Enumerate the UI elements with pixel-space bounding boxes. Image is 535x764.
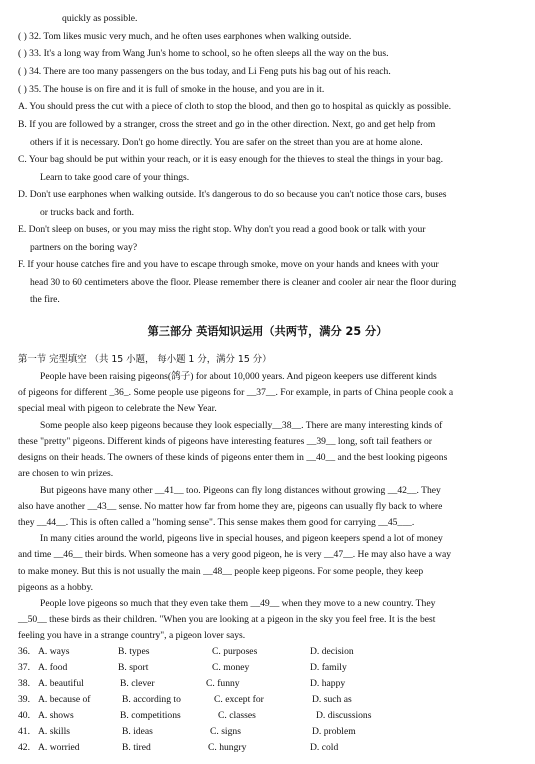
answer-number: 39.: [18, 694, 30, 705]
answer-option: C. hungry: [208, 742, 247, 753]
answer-option: A. skills: [38, 726, 70, 737]
answer-option: D. decision: [310, 646, 354, 657]
answer-option: A. ways: [38, 646, 70, 657]
answer-number: 42.: [18, 742, 30, 753]
answer-option: B. tired: [122, 742, 151, 753]
passage-line: these "pretty" pigeons. Different kinds of pigeons have interesting features __39__ long, soft tail feathers or: [18, 436, 432, 447]
option-b-line: B. If you are followed by a stranger, cross the street and go in the other direction. Next, go and get help from: [18, 119, 436, 130]
option-d-line: or trucks back and forth.: [40, 207, 135, 218]
passage-line: pigeons as a hobby.: [18, 582, 94, 593]
passage-line: People love pigeons so much that they even take them __49__ when they move to a new country. They: [40, 598, 436, 609]
question-35: ( ) 35. The house is on fire and it is full of smoke in the house, and you are in it.: [18, 84, 325, 95]
option-e-line: partners on the boring way?: [30, 242, 138, 253]
answer-number: 41.: [18, 726, 30, 737]
answer-option: B. sport: [118, 662, 149, 673]
question-33: ( ) 33. It's a long way from Wang Jun's home to school, so he often sleeps all the way on the bus.: [18, 48, 389, 59]
answer-option: A. because of: [38, 694, 91, 705]
answer-option: A. food: [38, 662, 68, 673]
option-c-line: C. Your bag should be put within your reach, or it is easy enough for the thieves to steal the things in your bag.: [18, 154, 443, 165]
passage-line: feeling you have in a strange country", a pigeon lover says.: [18, 630, 246, 641]
answer-option: A. beautiful: [38, 678, 84, 689]
answer-option: C. funny: [206, 678, 240, 689]
question-continuation: quickly as possible.: [62, 13, 138, 24]
passage-line: they __44__. This is often called a "homing sense". This sense makes them good for carrying __45___.: [18, 517, 415, 528]
passage-line: special meal with pigeon to celebrate the New Year.: [18, 403, 217, 414]
option-a-line: A. You should press the cut with a piece of cloth to stop the blood, and then go to hospital as quickly as possible.: [18, 101, 452, 112]
option-f-line: the fire.: [30, 294, 60, 305]
option-d-line: D. Don't use earphones when walking outside. It's dangerous to do so because you can't notice those cars, buses: [18, 189, 447, 200]
answer-option: B. competitions: [120, 710, 181, 721]
option-f-line: F. If your house catches fire and you have to escape through smoke, move on your hands and knees with your: [18, 259, 439, 270]
answer-option: C. purposes: [212, 646, 258, 657]
passage-line: designs on their heads. The owners of these kinds of pigeons enter them in __40__ and the best looking pigeons: [18, 452, 448, 463]
answer-option: B. according to: [122, 694, 181, 705]
option-f-line: head 30 to 60 centimeters above the floor. Please remember there is cleaner and cooler air near the floor during: [30, 277, 457, 288]
passage-line: Some people also keep pigeons because they look especially__38__. There are many interesting kinds of: [40, 420, 443, 431]
passage-line: are chosen to win prizes.: [18, 468, 114, 479]
answer-option: C. except for: [214, 694, 264, 705]
answer-option: D. cold: [310, 742, 339, 753]
cloze-heading: 第一节 完型填空 （共 15 小题， 每小题 1 分，满分 15 分）: [18, 354, 272, 365]
passage-line: to make money. But this is not usually the main __48__ people keep pigeons. For some people, they keep: [18, 566, 424, 577]
answer-option: D. family: [310, 662, 347, 673]
answer-option: D. such as: [312, 694, 352, 705]
question-34: ( ) 34. There are too many passengers on the bus today, and Li Feng puts his bag out of his reach.: [18, 66, 391, 77]
passage-line: In many cities around the world, pigeons live in special houses, and pigeon keepers spend a lot of money: [40, 533, 443, 544]
passage-line: of pigeons for different _36_. Some people use pigeons for __37__. For example, in parts of China people cook a: [18, 387, 454, 398]
answer-option: D. discussions: [316, 710, 372, 721]
answer-option: D. happy: [310, 678, 346, 689]
answer-option: D. problem: [312, 726, 356, 737]
passage-line: also have another __43__ sense. No matter how far from home they are, pigeons can usually fly back to where: [18, 501, 443, 512]
answer-number: 37.: [18, 662, 30, 673]
passage-line: But pigeons have many other __41__ too. Pigeons can fly long distances without growing __42__. They: [40, 485, 441, 496]
answer-number: 36.: [18, 646, 30, 657]
option-c-line: Learn to take good care of your things.: [40, 172, 190, 183]
question-32: ( ) 32. Tom likes music very much, and he often uses earphones when walking outside.: [18, 31, 352, 42]
section-title: 第三部分 英语知识运用（共两节，满分 25 分）: [147, 325, 388, 338]
passage-line: __50__ these birds as their children. "When you are looking at a pigeon in the sky you feel free. It is the best: [18, 614, 436, 625]
option-e-line: E. Don't sleep on buses, or you may miss the right stop. Why don't you read a good book or talk with your: [18, 224, 426, 235]
option-b-line: others if it is necessary. Don't go home directly. You are safer on the street than you are at home alone.: [30, 137, 423, 148]
answer-option: B. ideas: [122, 726, 153, 737]
answer-option: A. shows: [38, 710, 74, 721]
answer-option: A. worried: [38, 742, 80, 753]
answer-option: B. types: [118, 646, 150, 657]
answer-option: B. clever: [120, 678, 155, 689]
answer-number: 40.: [18, 710, 30, 721]
passage-line: and time __46__ their birds. When someone has a very good pigeon, he is very __47__. He may also have a way: [18, 549, 452, 560]
passage-line: People have been raising pigeons(鸽子) for about 10,000 years. And pigeon keepers use different kinds: [40, 371, 437, 382]
answer-number: 38.: [18, 678, 30, 689]
answer-option: C. money: [212, 662, 250, 673]
answer-option: C. signs: [210, 726, 241, 737]
answer-option: C. classes: [218, 710, 256, 721]
